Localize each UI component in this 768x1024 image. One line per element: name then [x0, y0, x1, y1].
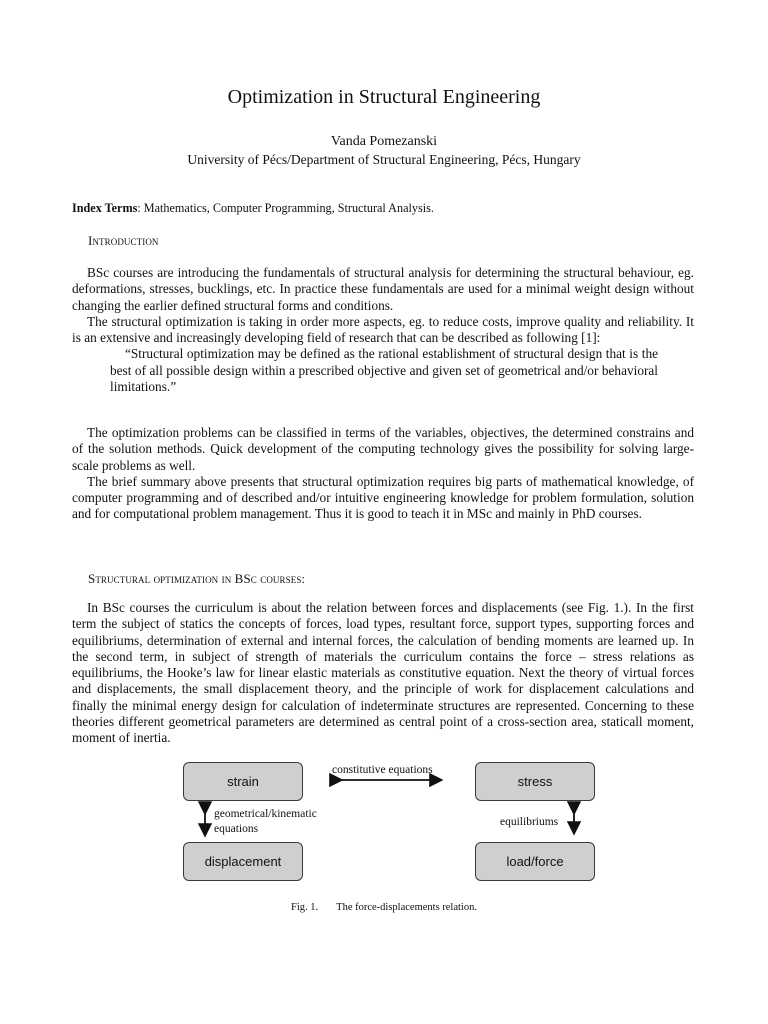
displacement-box: displacement — [183, 842, 303, 881]
figure-caption-number: Fig. 1. — [291, 902, 319, 913]
intro-paragraph-2: The structural optimization is taking in order more aspects, eg. to reduce costs, improve quality and reliability. It is an extensive and increasingly developing field of research that can be described as following [1]: — [72, 313, 694, 346]
geometrical-label-line2: equations — [214, 823, 259, 835]
section-2-paragraph: In BSc courses the curriculum is about the relation between forces and displacements (see Fig. 1.). In the first term the subject of statics the concepts of forces, load types, resultant force, support types, supporting forces and equilibriums, determination of external and internal forces, the calculation of bending moments are learned up. In the second term, in subject of strength of materials the curriculum contains the force – stress relations as equilibriums, the Hooke’s law for linear elastic materials as constitutive equation. Next the theory of virtual forces and displacements, the small displacement theory, and the principle of work for displacement calculations and finally the minimal energy design for calculation of indeterminate structures are represented. Concerning to these theories different geometrical parameters are determined as central point of a cross-section area, staticall moment, moment of inertia. — [72, 600, 694, 746]
strain-box: strain — [183, 762, 303, 801]
intro-paragraph-3: The optimization problems can be classified in terms of the variables, objectives, the determined constrains and of the solution methods. Quick development of the computing technology gives the possibility for solving large-scale problems as well. — [72, 425, 694, 473]
geometrical-label-line1: geometrical/kinematic — [214, 808, 317, 820]
figure-caption-text: The force-displacements relation. — [336, 902, 477, 913]
index-terms-text: : Mathematics, Computer Programming, Structural Analysis. — [137, 201, 434, 215]
introduction-heading: Introduction — [88, 233, 159, 248]
section-2-heading: Structural optimization in BSc courses: — [88, 571, 306, 586]
equilibriums-label: equilibriums — [500, 816, 559, 828]
author-affiliation: University of Pécs/Department of Structural Engineering, Pécs, Hungary — [187, 152, 581, 167]
load-force-box: load/force — [475, 842, 595, 881]
constitutive-equations-label: constitutive equations — [332, 764, 433, 776]
stress-box: stress — [475, 762, 595, 801]
intro-paragraph-4: The brief summary above presents that structural optimization requires big parts of mathematical knowledge, of computer programming and of described and/or intuitive engineering knowledge for problem formulation, solution and for computational problem management. Thus it is good to teach it in MSc and mainly in PhD courses. — [72, 473, 694, 522]
figure-caption — [0, 902, 768, 913]
intro-paragraph-1: BSc courses are introducing the fundamentals of structural analysis for determining the structural behaviour, eg. deformations, stresses, bucklings, etc. In practice these fundamentals are used for a minimal weight design without changing the earlier defined structural forms and conditions. — [72, 265, 694, 313]
paper-title: Optimization in Structural Engineering — [227, 86, 541, 108]
intro-quote: “Structural optimization may be defined as the rational establishment of structural design that is the best of all possible design within a prescribed objective and given set of geometrical and/or behavioral limitations.” — [110, 346, 658, 395]
author-name: Vanda Pomezanski — [330, 134, 438, 149]
index-terms-label: Index Terms — [72, 201, 138, 215]
